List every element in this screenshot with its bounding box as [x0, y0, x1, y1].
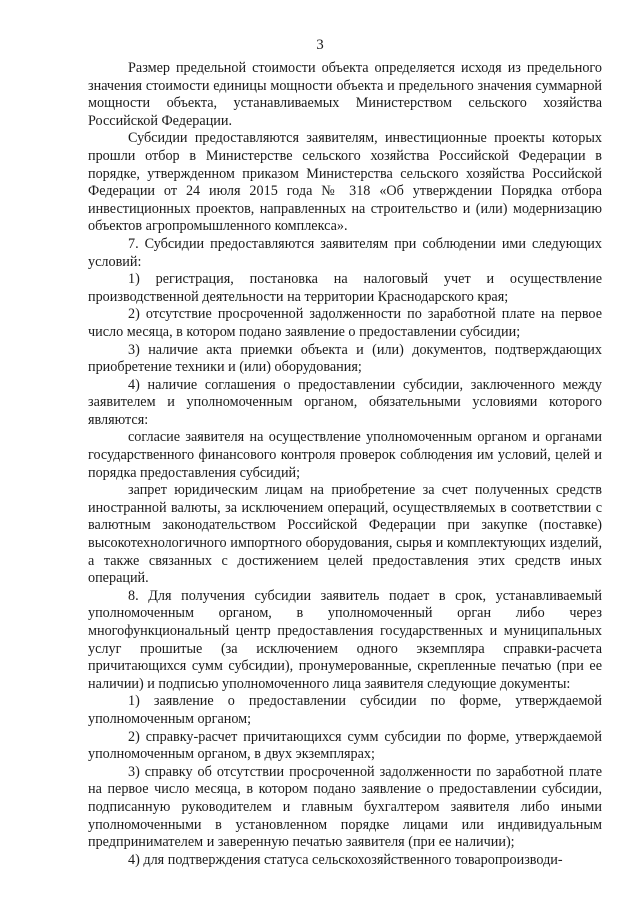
condition-item-3: 3) наличие акта приемки объекта и (или) документов, подтверждающих приобретение техники и (или) оборудования; — [88, 341, 602, 376]
document-item-4: 4) для подтверждения статуса сельскохозяйственного товаропроизводи- — [128, 851, 563, 868]
document-item-2: 2) справку-расчет причитающихся сумм субсидии по форме, утверждаемой уполномоченным органом, в двух экземплярах; — [88, 728, 602, 763]
agreement-term-consent: согласие заявителя на осуществление уполномоченным органом и органами государственного финансового контроля проверок соблюдения им условий, целей и порядка предоставления субсидий; — [88, 429, 602, 481]
paragraph-8-documents: 8. Для получения субсидии заявитель подает в срок, устанавливаемый уполномоченным органом, в уполномоченный орган либо через многофункциональный центр предоставления государственных и муниципальных услуг прошитые (за исключением одного экземпляра справки-расчета причитающихся сумм субсидии), пронумерованные, скрепленные печатью (при ее наличии) и подписью уполномоченного лица заявителя следующие документы: — [88, 587, 602, 692]
condition-item-4: 4) наличие соглашения о предоставлении субсидии, заключенного между заявителем и уполномоченным органом, обязательными условиями которого являются: — [88, 376, 602, 428]
page-number: 3 — [316, 37, 324, 53]
paragraph-subsidy-recipients: Субсидии предоставляются заявителям, инвестиционные проекты которых прошли отбор в Министерстве сельского хозяйства Российской Федерации в порядке, утвержденном приказом Министерства сельского хозяйства Российской Федерации от 24 июля 2015 года № 318 «Об утверждении Порядка отбора инвестиционных проектов, направленных на строительство и (или) модернизацию объектов агропромышленного комплекса». — [88, 130, 602, 235]
paragraph-7-conditions: 7. Субсидии предоставляются заявителям при соблюдении ими следующих условий: — [88, 235, 602, 270]
document-item-3: 3) справку об отсутствии просроченной задолженности по заработной плате на первое число месяца, в котором подано заявление о предоставлении субсидии, подписанную руководителем и главным бухгалтером заявителя либо иными уполномоченными в установленном порядке лицами или индивидуальным предпринимателем и заверенную печатью заявителя (при ее наличии); — [88, 763, 602, 851]
document-item-1: 1) заявление о предоставлении субсидии по форме, утверждаемой уполномоченным органом; — [88, 693, 602, 727]
paragraph-max-cost: Размер предельной стоимости объекта определяется исходя из предельного значения стоимости единицы мощности объекта и предельного значения суммарной мощности объекта, устанавливаемых Министерством сельского хозяйства Российской Федерации. — [88, 60, 602, 129]
condition-item-2: 2) отсутствие просроченной задолженности по заработной плате на первое число месяца, в котором подано заявление о предоставлении субсидии; — [88, 306, 602, 340]
document-body — [88, 60, 602, 869]
condition-item-1: 1) регистрация, постановка на налоговый учет и осуществление производственной деятельности на территории Краснодарского края; — [88, 271, 602, 305]
agreement-term-currency-ban: запрет юридическим лицам на приобретение за счет полученных средств иностранной валюты, за исключением операций, осуществляемых в соответствии с валютным законодательством Российской Федерации при закупке (поставке) высокотехнологичного импортного оборудования, сырья и комплектующих изделий, а также связанных с достижением целей предоставления этих средств иных операций. — [88, 482, 602, 587]
